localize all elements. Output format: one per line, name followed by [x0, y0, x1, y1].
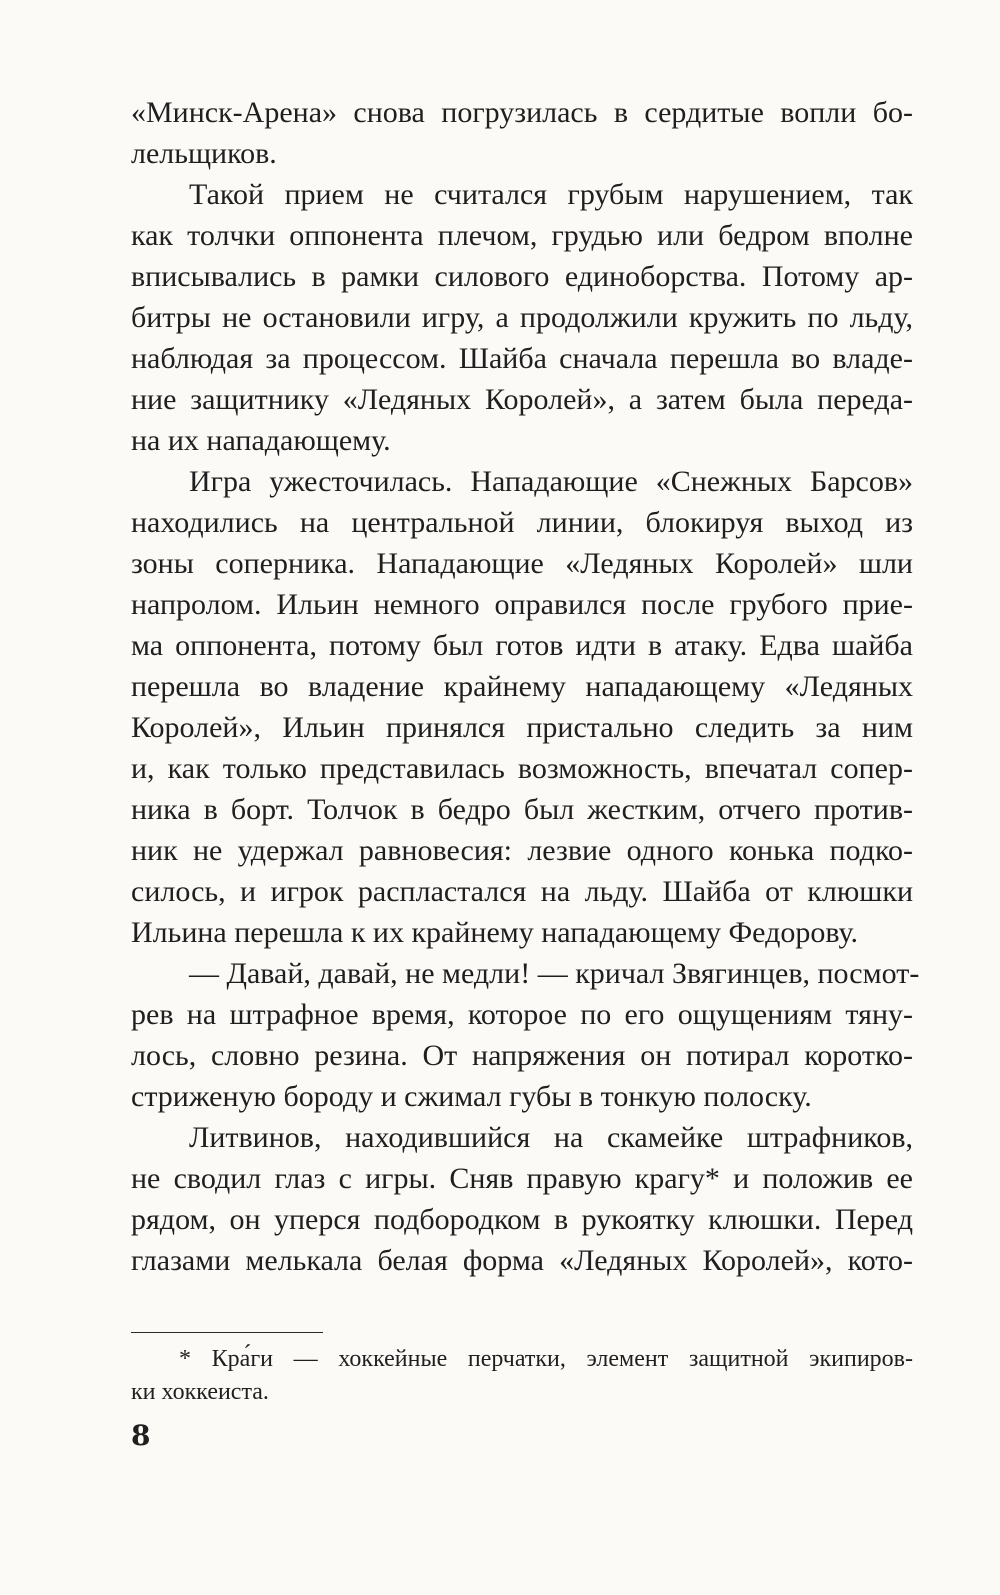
text-line: ние защитнику «Ледяных Королей», а затем была переда- [131, 383, 913, 416]
text-line: глазами мелькала белая форма «Ледяных Королей», кото- [131, 1244, 913, 1277]
page-number: 8 [131, 1419, 151, 1452]
text-line: на их нападающему. [131, 424, 391, 457]
body-text [131, 92, 920, 1281]
text-line: Ильина перешла к их крайнему нападающему Федорову. [131, 916, 859, 949]
text-line: находились на центральной линии, блокируя выход из [131, 506, 913, 539]
text-line: вписывались в рамки силового единоборства. Потому ар- [131, 260, 913, 293]
text-line: зоны соперника. Нападающие «Ледяных Королей» шли [131, 547, 913, 580]
text-line: силось, и игрок распластался на льду. Шайба от клюшки [131, 875, 913, 908]
footnote-line: ки хоккеиста. [131, 1379, 269, 1405]
text-line: — Давай, давай, не медли! — кричал Звягинцев, посмот- [189, 957, 920, 990]
text-line: «Минск-Арена» снова погрузилась в сердитые вопли бо- [131, 96, 913, 129]
text-line: Королей», Ильин принялся пристально следить за ним [131, 711, 913, 744]
text-line: ника в борт. Толчок в бедро был жестким, отчего против- [131, 793, 913, 826]
text-line: Литвинов, находившийся на скамейке штрафников, [189, 1121, 913, 1154]
text-line: рев на штрафное время, которое по его ощущениям тяну- [131, 998, 913, 1031]
text-line: лельщиков. [131, 137, 277, 170]
text-line: рядом, он уперся подбородком в рукоятку клюшки. Перед [131, 1203, 913, 1236]
text-line: лось, словно резина. От напряжения он потирал коротко- [131, 1039, 913, 1072]
text-line: и, как только представилась возможность, впечатал сопер- [131, 752, 913, 785]
text-line: ник не удержал равновесия: лезвие одного конька подко- [131, 834, 913, 867]
text-line: стриженую бороду и сжимал губы в тонкую полоску. [131, 1080, 812, 1113]
text-line: перешла во владение крайнему нападающему «Ледяных [131, 670, 913, 703]
text-line: Такой прием не считался грубым нарушением, так [189, 178, 913, 211]
text-line: Игра ужесточилась. Нападающие «Снежных Барсов» [189, 465, 913, 498]
text-line: наблюдая за процессом. Шайба сначала перешла во владе- [131, 342, 913, 375]
footnote-line: * Кра́ги — хоккейные перчатки, элемент защитной экипиров- [179, 1346, 913, 1372]
text-line: не сводил глаз с игры. Сняв правую крагу* и положив ее [131, 1162, 913, 1195]
footnote [131, 1343, 913, 1409]
text-line: как толчки оппонента плечом, грудью или бедром вполне [131, 219, 913, 252]
text-line: напролом. Ильин немного оправился после грубого прие- [131, 588, 913, 621]
text-line: ма оппонента, потому был готов идти в атаку. Едва шайба [131, 629, 913, 662]
text-line: битры не остановили игру, а продолжили кружить по льду, [131, 301, 913, 334]
footnote-separator [131, 1332, 323, 1333]
